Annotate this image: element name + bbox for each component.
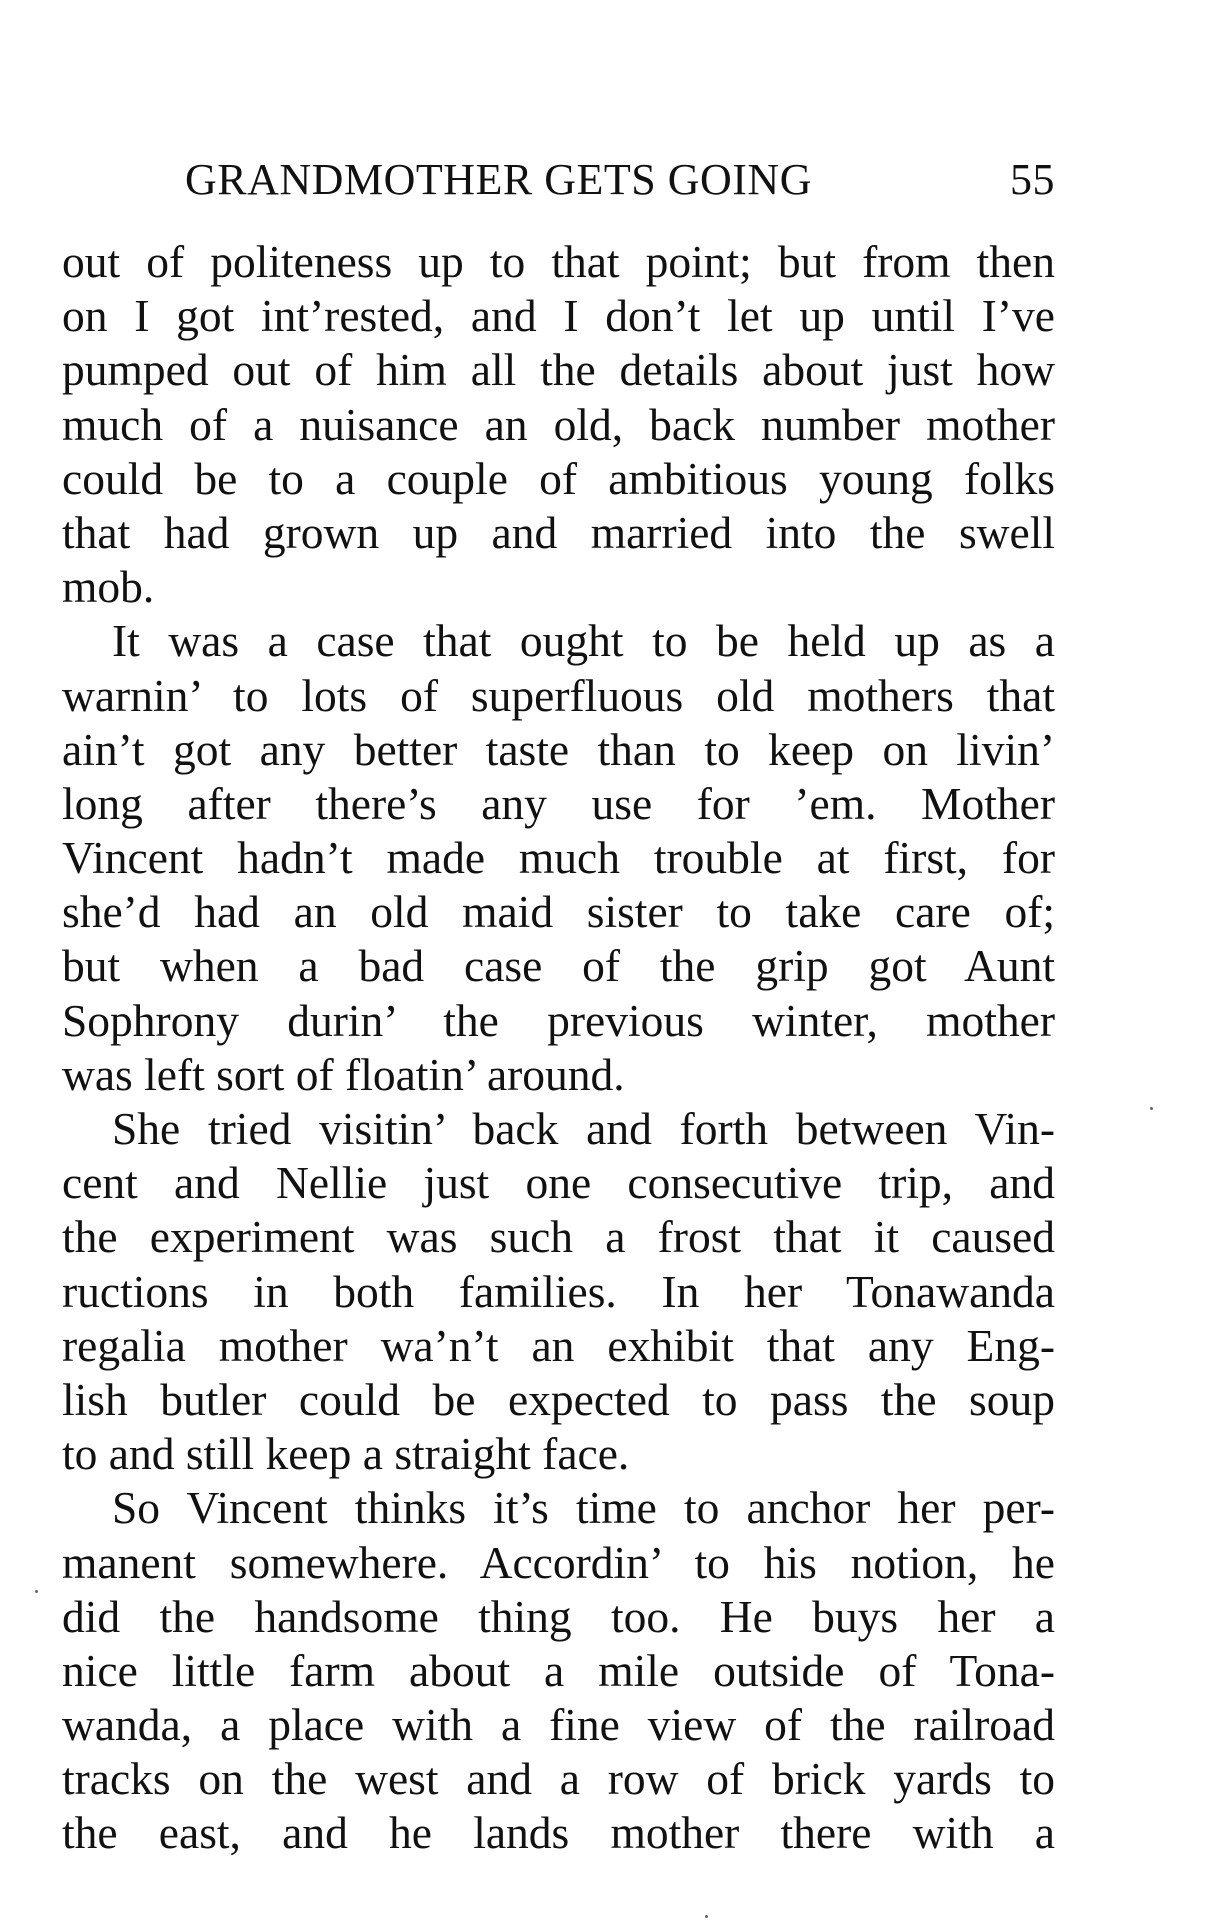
text-line: on I got int’rested, and I don’t let up until I’ve [62, 290, 1055, 342]
text-line: did the handsome thing too. He buys her a [62, 1590, 1055, 1642]
paragraph [62, 614, 1055, 1102]
paragraph [62, 235, 1055, 614]
text-line: was left sort of floatin’ around. [62, 1048, 625, 1100]
text-line: out of politeness up to that point; but from then [62, 236, 1055, 287]
text-line: long after there’s any use for ’em. Mother [62, 777, 1055, 829]
running-head [185, 150, 1055, 210]
text-line: ructions in both families. In her Tonawanda [62, 1265, 1055, 1317]
text-line: cent and Nellie just one consecutive trip, and [62, 1157, 1055, 1209]
text-line: much of a nuisance an old, back number mother [62, 398, 1055, 450]
text-line: tracks on the west and a row of brick yards to [62, 1753, 1055, 1805]
text-line: mob. [62, 561, 155, 613]
paragraph [62, 1481, 1055, 1860]
text-line: could be to a couple of ambitious young folks [62, 452, 1055, 504]
text-line: Sophrony durin’ the previous winter, mother [62, 994, 1055, 1046]
text-line: warnin’ to lots of superfluous old mothers that [62, 669, 1055, 721]
text-line: the experiment was such a frost that it caused [62, 1211, 1055, 1263]
paragraph [62, 1102, 1055, 1481]
print-speck [35, 1590, 38, 1593]
body-text [62, 235, 1055, 1861]
text-line: So Vincent thinks it’s time to anchor her per- [112, 1482, 1055, 1534]
text-line: ain’t got any better taste than to keep on livin’ [62, 723, 1055, 775]
text-line: to and still keep a straight face. [62, 1428, 630, 1480]
text-line: regalia mother wa’n’t an exhibit that any Eng- [62, 1319, 1055, 1371]
running-title: GRANDMOTHER GETS GOING [185, 155, 812, 204]
text-line: wanda, a place with a fine view of the railroad [62, 1699, 1055, 1751]
text-line: manent somewhere. Accordin’ to his notion, he [62, 1536, 1055, 1588]
text-line: but when a bad case of the grip got Aunt [62, 940, 1055, 992]
text-line: the east, and he lands mother there with a [62, 1807, 1055, 1859]
print-speck [1150, 1107, 1153, 1110]
text-line: nice little farm about a mile outside of Tona- [62, 1644, 1055, 1696]
text-line: pumped out of him all the details about just how [62, 344, 1055, 396]
text-line: she’d had an old maid sister to take care of; [62, 886, 1055, 938]
print-speck [705, 1915, 708, 1918]
text-line: It was a case that ought to be held up as a [112, 615, 1055, 667]
page-number: 55 [1010, 155, 1055, 204]
text-line: Vincent hadn’t made much trouble at first, for [62, 832, 1055, 884]
text-line: She tried visitin’ back and forth between Vin- [112, 1103, 1055, 1154]
text-line: lish butler could be expected to pass the soup [62, 1373, 1055, 1425]
text-line: that had grown up and married into the swell [62, 506, 1055, 558]
